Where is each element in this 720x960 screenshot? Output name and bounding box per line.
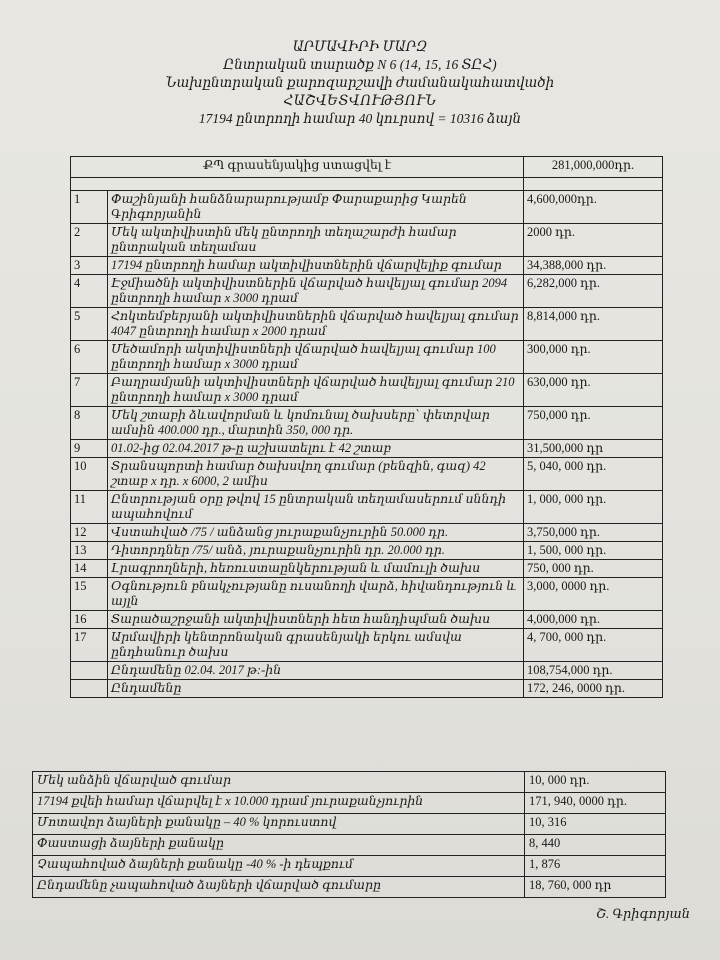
row-number: 2 bbox=[71, 224, 108, 257]
table-row bbox=[71, 191, 663, 224]
signature: Շ. Գրիգորյան bbox=[596, 906, 690, 921]
row-number-empty bbox=[71, 662, 108, 680]
summary-description: 17194 քվեի համար վճարվել է x 10.000 դրամ յուրաքանչյուրին bbox=[33, 793, 525, 814]
row-amount: 1, 500, 000 դր. bbox=[524, 542, 663, 560]
row-amount: 3,000, 0000 դր. bbox=[524, 578, 663, 611]
summary-amount: 10, 000 դր. bbox=[525, 772, 666, 793]
row-description: Փաշինյանի հանձնարարությամբ Փարաքարից Կարեն Գրիգորյանին bbox=[108, 191, 524, 224]
summary-amount: 8, 440 bbox=[525, 835, 666, 856]
summary-row bbox=[33, 856, 666, 877]
table-row bbox=[71, 560, 663, 578]
row-description: Մեծամորի ակտիվիստների վճարված հավելյալ գումար 100 ընտրողի համար x 3000 դրամ bbox=[108, 341, 524, 374]
row-description: Արմավիրի կենտրոնական գրասենյակի երկու ամսվա ընդհանուր ծախս bbox=[108, 629, 524, 662]
document-header bbox=[0, 38, 720, 128]
expense-rows bbox=[71, 191, 663, 662]
table-row bbox=[71, 275, 663, 308]
header-district: Ընտրական տարածք N 6 (14, 15, 16 ՏԸՀ) bbox=[223, 57, 497, 72]
row-description: Տրանսպորտի համար ծախսվող գումար (բենզին, գազ) 42 շտաբ x դր. x 6000, 2 ամիս bbox=[108, 458, 524, 491]
row-number: 6 bbox=[71, 341, 108, 374]
row-number: 9 bbox=[71, 440, 108, 458]
summary-amount: 1, 876 bbox=[525, 856, 666, 877]
row-amount: 2000 դր. bbox=[524, 224, 663, 257]
total-label: Ընդամենը bbox=[108, 680, 524, 698]
table-row bbox=[71, 491, 663, 524]
row-amount: 5, 040, 000 դր. bbox=[524, 458, 663, 491]
received-amount: 281,000,000դր. bbox=[524, 157, 663, 178]
row-description: Մեկ շտաբի ձևավորման և կոմունալ ծախսերը՝ փետրվար ամսին 400.000 դր., մարտին 350, 000 դր. bbox=[108, 407, 524, 440]
row-amount: 31,500,000 դր bbox=[524, 440, 663, 458]
row-number: 11 bbox=[71, 491, 108, 524]
table-row bbox=[71, 440, 663, 458]
row-number: 12 bbox=[71, 524, 108, 542]
row-number: 16 bbox=[71, 611, 108, 629]
summary-amount: 18, 760, 000 դր bbox=[525, 877, 666, 898]
table-row bbox=[71, 629, 663, 662]
summary-description: Մոտավոր ձայների քանակը – 40 % կորուստով bbox=[33, 814, 525, 835]
row-amount: 1, 000, 000 դր. bbox=[524, 491, 663, 524]
summary-row bbox=[33, 772, 666, 793]
table-row bbox=[71, 542, 663, 560]
row-amount: 4,600,000դր. bbox=[524, 191, 663, 224]
table-row bbox=[71, 407, 663, 440]
summary-description: Ընդամենը չապահոված ձայների վճարված գումարը bbox=[33, 877, 525, 898]
row-description: 17194 ընտրողի համար ակտիվիստներին վճարվելիք գումար bbox=[108, 257, 524, 275]
header-voters-line: 17194 ընտրողի համար 40 կուրսով = 10316 ձայն bbox=[198, 111, 522, 126]
expense-table bbox=[70, 156, 663, 698]
table-row bbox=[71, 458, 663, 491]
row-amount: 3,750,000 դր. bbox=[524, 524, 663, 542]
row-amount: 6,282,000 դր. bbox=[524, 275, 663, 308]
header-period: Նախընտրական քարոզարշավի ժամանակահատվածի bbox=[165, 75, 555, 90]
table-row bbox=[71, 224, 663, 257]
summary-description: Փաստացի ձայների քանակը bbox=[33, 835, 525, 856]
summary-table bbox=[32, 771, 666, 898]
row-amount: 4, 700, 000 դր. bbox=[524, 629, 663, 662]
row-number: 17 bbox=[71, 629, 108, 662]
table-row bbox=[71, 341, 663, 374]
row-amount: 8,814,000 դր. bbox=[524, 308, 663, 341]
row-number: 13 bbox=[71, 542, 108, 560]
summary-amount: 171, 940, 0000 դր. bbox=[525, 793, 666, 814]
header-region: ԱՐՄԱՎԻՐԻ ՄԱՐԶ bbox=[292, 39, 428, 54]
total-amount: 172, 246, 0000 դր. bbox=[524, 680, 663, 698]
row-number: 4 bbox=[71, 275, 108, 308]
table-row bbox=[71, 611, 663, 629]
row-description: Դիտորդներ /75/ անձ, յուրաքանչյուրին դր. 20.000 դր. bbox=[108, 542, 524, 560]
summary-row bbox=[33, 814, 666, 835]
row-description: Վստահված /75 / անձանց յուրաքանչյուրին 50.000 դր. bbox=[108, 524, 524, 542]
total-label: Ընդամենը 02.04. 2017 թ:-ին bbox=[108, 662, 524, 680]
summary-amount: 10, 316 bbox=[525, 814, 666, 835]
table-row bbox=[71, 308, 663, 341]
table-row bbox=[71, 374, 663, 407]
summary-row bbox=[33, 793, 666, 814]
table-header-row bbox=[71, 157, 663, 178]
row-number: 3 bbox=[71, 257, 108, 275]
row-number: 10 bbox=[71, 458, 108, 491]
row-description: Էջմիածնի ակտիվիստներին վճարված հավելյալ գումար 2094 ընտրողի համար x 3000 դրամ bbox=[108, 275, 524, 308]
header-report-title: ՀԱՇՎԵՏՎՈՒԹՅՈՒՆ bbox=[283, 93, 437, 108]
total-amount: 108,754,000 դր. bbox=[524, 662, 663, 680]
summary-rows bbox=[33, 772, 666, 898]
row-description: Ընտրության օրը թվով 15 ընտրական տեղամասերում սննդի ապահովում bbox=[108, 491, 524, 524]
row-description: Հոկտեմբերյանի ակտիվիստներին վճարված հավելյալ գումար 4047 ընտրողի համար x 2000 դրամ bbox=[108, 308, 524, 341]
row-number: 14 bbox=[71, 560, 108, 578]
row-number: 1 bbox=[71, 191, 108, 224]
row-number: 5 bbox=[71, 308, 108, 341]
row-number: 15 bbox=[71, 578, 108, 611]
table-row bbox=[71, 257, 663, 275]
row-number: 8 bbox=[71, 407, 108, 440]
row-description: Բաղրամյանի ակտիվիստների վճարված հավելյալ գումար 210 ընտրողի համար x 3000 դրամ bbox=[108, 374, 524, 407]
total-row bbox=[71, 662, 663, 680]
total-row bbox=[71, 680, 663, 698]
summary-row bbox=[33, 877, 666, 898]
row-description: Լրագրողների, հեռուստաընկերության և մամուլի ծախս bbox=[108, 560, 524, 578]
total-rows bbox=[71, 662, 663, 698]
received-label: ՔՊ գրասենյակից ստացվել է bbox=[71, 157, 524, 178]
summary-row bbox=[33, 835, 666, 856]
summary-description: Մեկ անձին վճարված գումար bbox=[33, 772, 525, 793]
spacer-row bbox=[71, 178, 663, 191]
row-description: Օգնություն բնակչությանը ուսանողի վարձ, հիվանդություն և այլն bbox=[108, 578, 524, 611]
row-amount: 4,000,000 դր. bbox=[524, 611, 663, 629]
row-description: Տարածաշրջանի ակտիվիստների հետ հանդիպման ծախս bbox=[108, 611, 524, 629]
row-description: 01.02-ից 02.04.2017 թ-ը աշխատելու է 42 շտաբ bbox=[108, 440, 524, 458]
row-amount: 630,000 դր. bbox=[524, 374, 663, 407]
summary-description: Չապահոված ձայների քանակը -40 % -ի դեպքում bbox=[33, 856, 525, 877]
table-row bbox=[71, 524, 663, 542]
row-number: 7 bbox=[71, 374, 108, 407]
row-number-empty bbox=[71, 680, 108, 698]
row-amount: 300,000 դր. bbox=[524, 341, 663, 374]
row-amount: 750, 000 դր. bbox=[524, 560, 663, 578]
table-row bbox=[71, 578, 663, 611]
row-amount: 750,000 դր. bbox=[524, 407, 663, 440]
row-amount: 34,388,000 դր. bbox=[524, 257, 663, 275]
row-description: Մեկ ակտիվիստին մեկ ընտրողի տեղաշարժի համար ընտրական տեղամաս bbox=[108, 224, 524, 257]
